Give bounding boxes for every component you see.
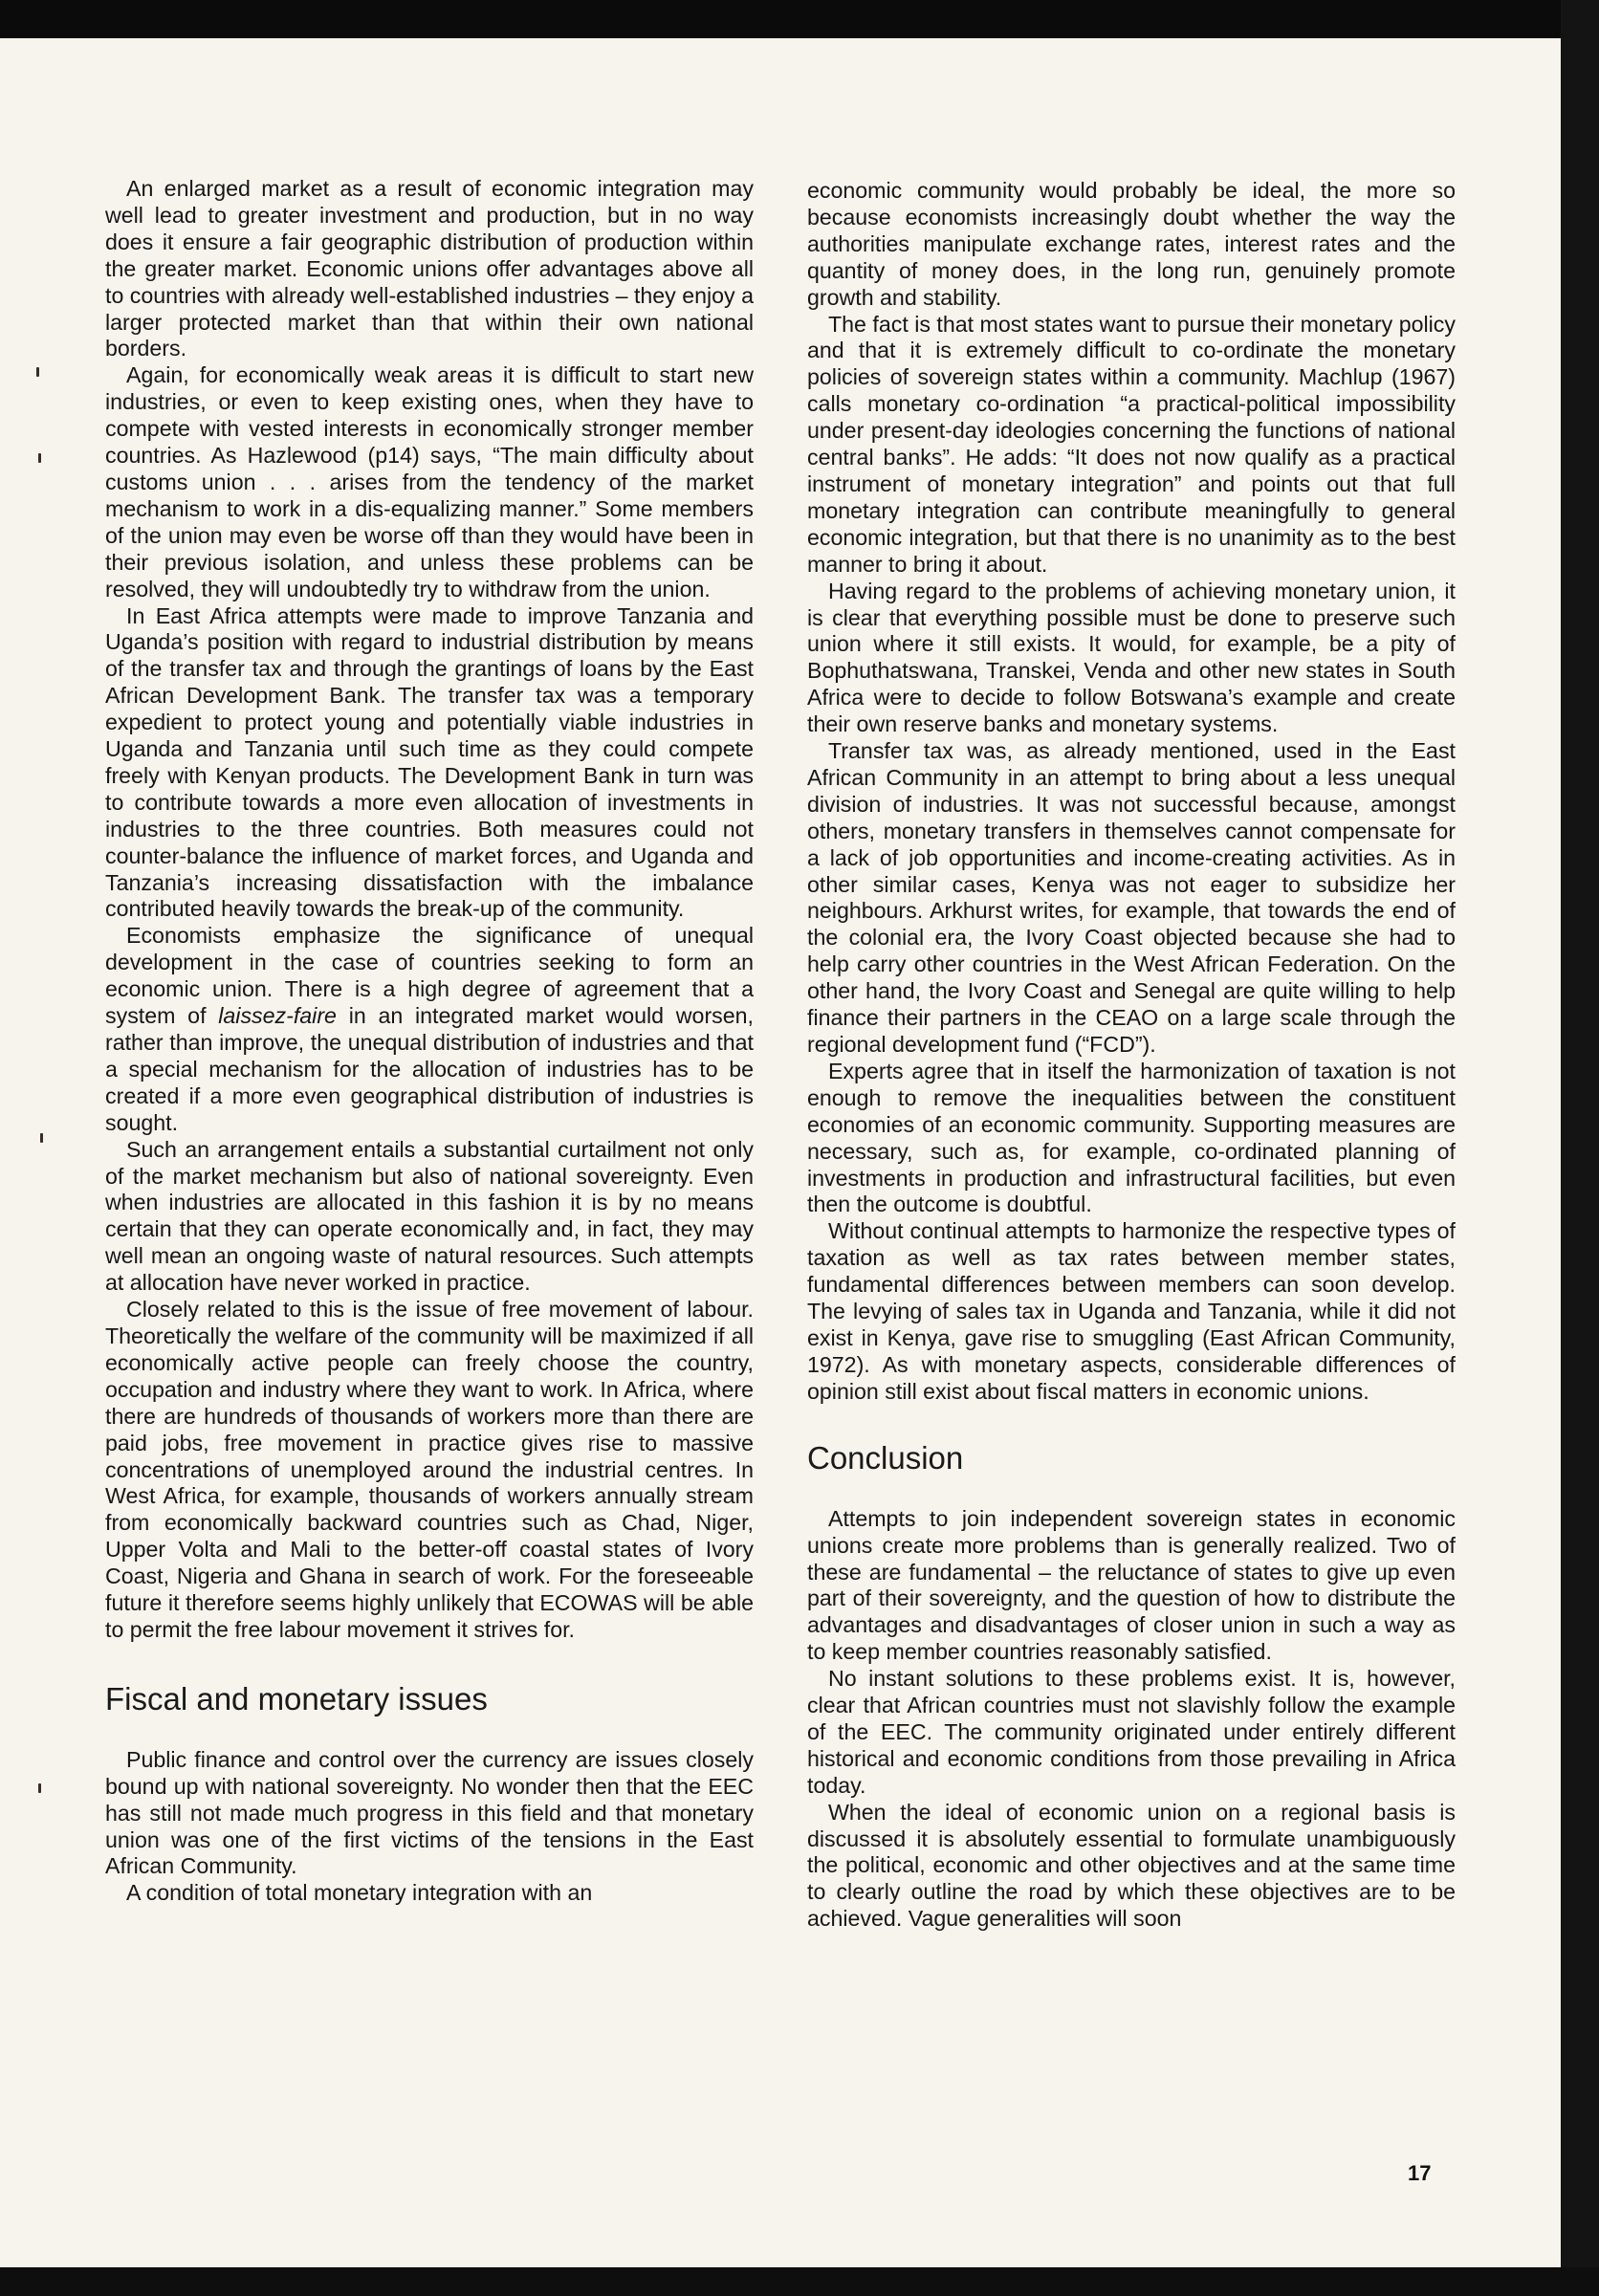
paragraph-text: in an integrated market would worsen, rather than improve, the unequal distribution of industries and that a special mechanism for the allocation of industries has to be created if a more even geographical distribution of industries is sought. (105, 1003, 754, 1135)
paragraph: Having regard to the problems of achieving monetary union, it is clear that everything possible must be done to preserve such union where it still exists. It would, for example, be a pity of Bophuthatswana, Transkei, Venda and other new states in South Africa were to decide to follow Botswana’s example and create their own reserve banks and monetary systems. (807, 578, 1456, 737)
margin-mark (38, 1783, 41, 1793)
paragraph: economic community would probably be ideal, the more so because economists increasingly doubt whether the way the authorities manipulate exchange rates, interest rates and the quantity of money does, in the long run, genuinely promote growth and stability. (807, 178, 1456, 310)
left-column (105, 176, 754, 1907)
paragraph (105, 923, 754, 1136)
paragraph: The fact is that most states want to pursue their monetary policy and that it is extremely difficult to co-ordinate the monetary policies of sovereign states within a community. Machlup (1967) calls monetary co-ordination “a practical-political impossibility under present-day ideologies concerning the functions of national central banks”. He adds: “It does not now qualify as a practical instrument of monetary integration” and points out that full monetary integration can contribute meaningfully to general economic integration, but that there is no unanimity as to the best manner to bring it about. (807, 311, 1456, 577)
scan-right-border (1561, 0, 1599, 2296)
italic-term: laissez-faire (218, 1003, 337, 1029)
paragraph: Experts agree that in itself the harmonization of taxation is not enough to remove the inequalities between the constituent economies of an economic community. Supporting measures are necessary, such as, for example, co-ordinated planning of investments in production and infrastructural facilities, but even then the outcome is doubtful. (807, 1058, 1456, 1217)
margin-mark (40, 1133, 43, 1143)
scan-top-border (0, 0, 1599, 38)
paragraph: Without continual attempts to harmonize the respective types of taxation as well as tax rates between member states, fundamental differences between members can soon develop. The levying of sales tax in Uganda and Tanzania, while it did not exist in Kenya, gave rise to smuggling (East African Community, 1972). As with monetary aspects, considerable differences of opinion still exist about fiscal matters in economic unions. (807, 1218, 1456, 1404)
paragraph: An enlarged market as a result of economic integration may well lead to greater investment and production, but in no way does it ensure a fair geographic distribution of production within the greater market. Economic unions offer advantages above all to countries with already well-established industries – they enjoy a larger protected market than that within their own national borders. (105, 176, 754, 361)
paragraph: When the ideal of economic union on a regional basis is discussed it is absolutely essential to formulate unambiguously the political, economic and other objectives and at the same time to clearly outline the road by which these objectives are to be achieved. Vague generalities will soon (807, 1799, 1456, 1932)
paragraph: Public finance and control over the currency are issues closely bound up with national sovereignty. No wonder then that the EEC has still not made much progress in this field and that monetary union was one of the first victims of the tensions in the East African Community. (105, 1746, 754, 1879)
paragraph: In East Africa attempts were made to improve Tanzania and Uganda’s position with regard to industrial distribution by means of the transfer tax and through the grantings of loans by the East African Development Bank. The transfer tax was a temporary expedient to protect young and potentially viable industries in Uganda and Tanzania until such time as they could compete freely with Kenyan products. The Development Bank in turn was to contribute towards a more even allocation of investments in industries to the three countries. Both measures could not counter-balance the influence of market forces, and Uganda and Tanzania’s increasing dissatisfaction with the imbalance contributed heavily towards the break-up of the community. (105, 602, 754, 922)
paragraph-text: Economists emphasize the significance of unequal development in the case of countries seeking to form an economic union. There is a high degree of agreement that a system of (105, 923, 754, 1029)
margin-mark (36, 367, 39, 377)
scan-bottom-border (0, 2267, 1599, 2296)
paragraph: Attempts to join independent sovereign states in economic unions create more problems than is generally realized. Two of these are fundamental – the reluctance of states to give up even part of their sovereignty, and the question of how to distribute the advantages and disadvantages of closer union in such a way as to keep member countries reasonably satisfied. (807, 1505, 1456, 1665)
section-heading: Fiscal and monetary issues (105, 1680, 488, 1717)
paragraph: Transfer tax was, as already mentioned, used in the East African Community in an attempt to bring about a less unequal division of industries. It was not successful because, amongst others, monetary transfers in themselves cannot compensate for a lack of job opportunities and income-creating activities. As in other similar cases, Kenya was not eager to subsidize her neighbours. Arkhurst writes, for example, that towards the end of the colonial era, the Ivory Coast objected because she had to help carry other countries in the West African Federation. On the other hand, the Ivory Coast and Senegal are quite willing to help finance their partners in the CEAO on a large scale through the regional development fund (“FCD”). (807, 738, 1456, 1057)
paragraph: A condition of total monetary integration with an (126, 1880, 593, 1906)
paragraph: Again, for economically weak areas it is difficult to start new industries, or even to keep existing ones, when they have to compete with vested interests in economically stronger member countries. As Hazlewood (p14) says, “The main difficulty about customs union . . . arises from the tendency of the market mechanism to work in a dis-equalizing manner.” Some members of the union may even be worse off than they would have been in their previous isolation, and unless these problems can be resolved, they will undoubtedly try to withdraw from the union. (105, 362, 754, 601)
document-page (0, 38, 1561, 2267)
margin-mark (38, 453, 41, 463)
paragraph: Closely related to this is the issue of free movement of labour. Theoretically the welfare of the community will be maximized if all economically active people can freely choose the country, occupation and industry where they want to work. In Africa, where there are hundreds of thousands of workers more than there are paid jobs, free movement in practice gives rise to massive concentrations of unemployed around the industrial centres. In West Africa, for example, thousands of workers annually stream from economically backward countries such as Chad, Niger, Upper Volta and Mali to the better-off coastal states of Ivory Coast, Nigeria and Ghana in search of work. For the foreseeable future it therefore seems highly unlikely that ECOWAS will be able to permit the free labour movement it strives for. (105, 1297, 754, 1642)
paragraph: No instant solutions to these problems exist. It is, however, clear that African countries must not slavishly follow the example of the EEC. The community originated under entirely different historical and economic conditions from those prevailing in Africa today. (807, 1666, 1456, 1798)
section-heading: Conclusion (807, 1439, 964, 1476)
page-number: 17 (1408, 2161, 1432, 2185)
paragraph: Such an arrangement entails a substantial curtailment not only of the market mechanism but also of national sovereignty. Even when industries are allocated in this fashion it is by no means certain that they can operate economically and, in fact, they may well mean an ongoing waste of natural resources. Such attempts at allocation have never worked in practice. (105, 1136, 754, 1296)
right-column (807, 178, 1456, 1933)
